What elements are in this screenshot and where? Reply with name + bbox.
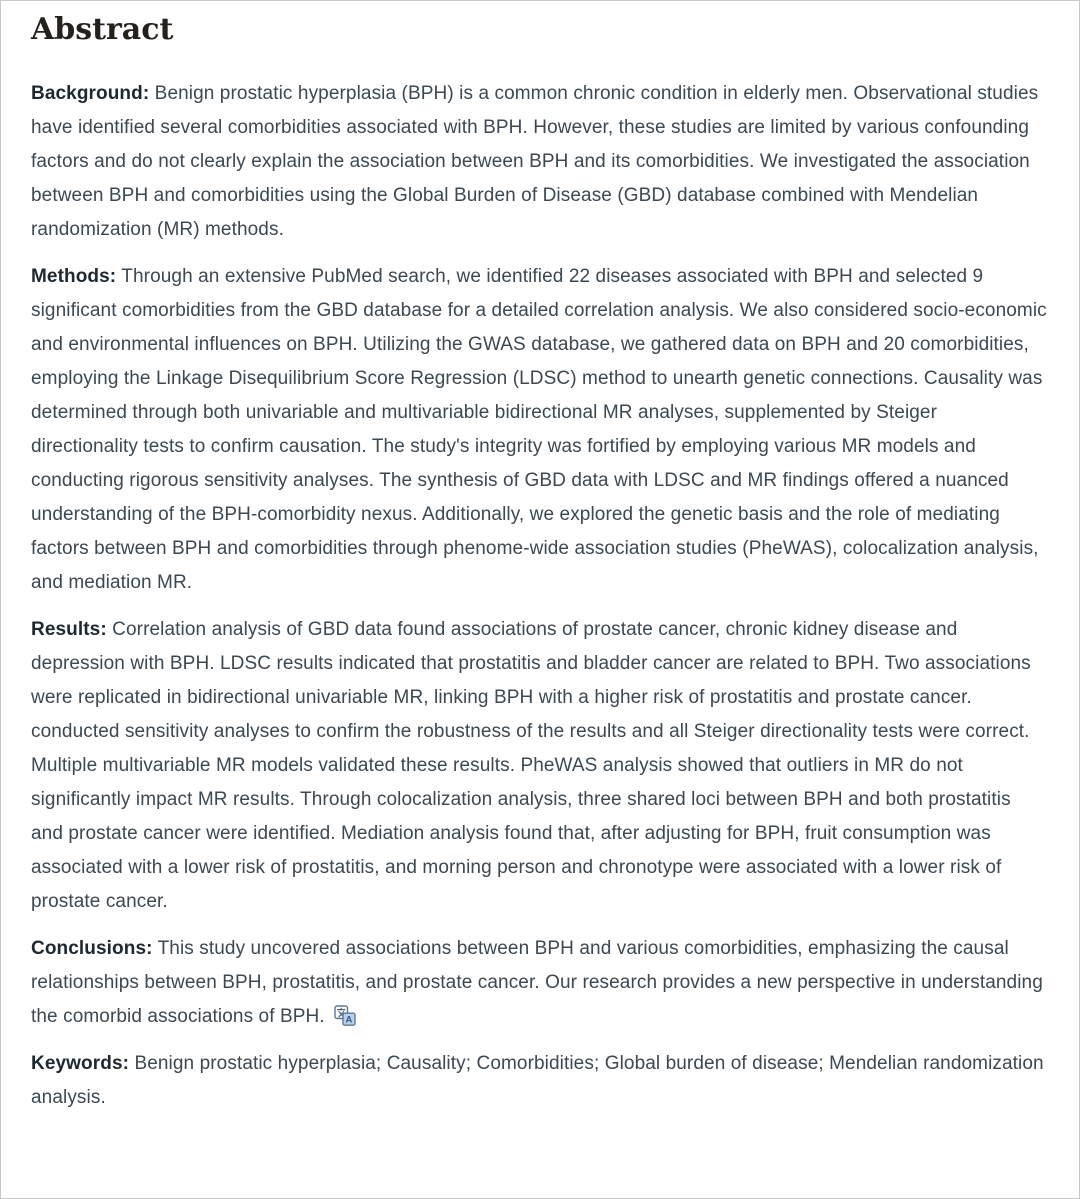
section-text-keywords: Benign prostatic hyperplasia; Causality; Comorbidities; Global burden of disease; Mendelian randomization analysis. [31,1053,1044,1108]
abstract-paragraph-keywords [31,1047,1047,1115]
section-text-results: Correlation analysis of GBD data found associations of prostate cancer, chronic kidney disease and depression with BPH. LDSC results indicated that prostatitis and bladder cancer are related to BPH. Two associations were replicated in bidirectional univariable MR, linking BPH with a higher risk of prostatitis and prostate cancer. conducted sensitivity analyses to confirm the robustness of the results and all Steiger directionality tests were correct. Multiple multivariable MR models validated these results. PheWAS analysis showed that outliers in MR do not significantly impact MR results. Through colocalization analysis, three shared loci between BPH and both prostatitis and prostate cancer were identified. Mediation analysis found that, after adjusting for BPH, fruit consumption was associated with a lower risk of prostatitis, and morning person and chronotype were associated with a lower risk of prostate cancer. [31,619,1031,912]
abstract-heading: Abstract [31,12,174,47]
section-label-methods: Methods: [31,266,117,287]
abstract-paragraph-results [31,613,1047,919]
section-label-conclusions: Conclusions: [31,938,153,959]
section-label-background: Background: [31,83,150,104]
section-text-conclusions: This study uncovered associations between BPH and various comorbidities, emphasizing the causal relationships between BPH, prostatitis, and prostate cancer. Our research provides a new perspective in understanding the comorbid associations of BPH. [31,938,1043,1027]
section-label-results: Results: [31,619,107,640]
section-label-keywords: Keywords: [31,1053,130,1074]
section-text-background: Benign prostatic hyperplasia (BPH) is a common chronic condition in elderly men. Observational studies have identified several comorbidities associated with BPH. However, these studies are limited by various confounding factors and do not clearly explain the association between BPH and its comorbidities. We investigated the association between BPH and comorbidities using the Global Burden of Disease (GBD) database combined with Mendelian randomization (MR) methods. [31,83,1039,240]
abstract-paragraph-background [31,77,1047,247]
abstract-paragraph-methods [31,260,1047,600]
abstract-paragraph-conclusions [31,932,1047,1034]
svg-text:A: A [345,1014,353,1026]
translate-icon[interactable] [334,1004,356,1025]
section-text-methods: Through an extensive PubMed search, we identified 22 diseases associated with BPH and selected 9 significant comorbidities from the GBD database for a detailed correlation analysis. We also considered socio-economic and environmental influences on BPH. Utilizing the GWAS database, we gathered data on BPH and 20 comorbidities, employing the Linkage Disequilibrium Score Regression (LDSC) method to unearth genetic connections. Causality was determined through both univariable and multivariable bidirectional MR analyses, supplemented by Steiger directionality tests to confirm causation. The study's integrity was fortified by employing various MR models and conducting rigorous sensitivity analyses. The synthesis of GBD data with LDSC and MR findings offered a nuanced understanding of the BPH-comorbidity nexus. Additionally, we explored the genetic basis and the role of mediating factors between BPH and comorbidities through phenome-wide association studies (PheWAS), colocalization analysis, and mediation MR. [31,266,1047,593]
